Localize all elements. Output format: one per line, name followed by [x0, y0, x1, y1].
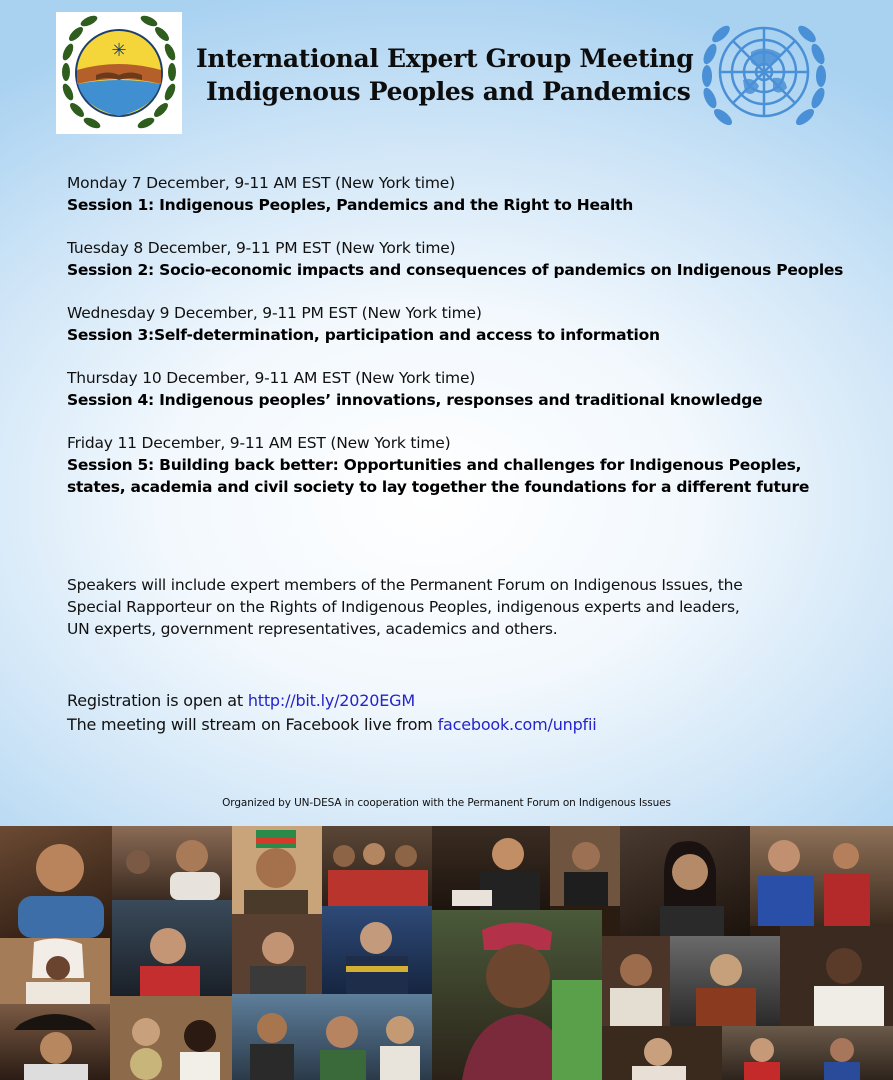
photo-tile	[110, 996, 232, 1080]
session-date: Tuesday 8 December, 9-11 PM EST (New York time)	[67, 239, 456, 257]
person-photo-icon	[780, 926, 893, 1026]
photo-tile	[0, 938, 110, 1004]
permanent-forum-emblem-icon	[56, 12, 182, 134]
photo-tile	[670, 936, 780, 1026]
person-photo-icon	[0, 1004, 110, 1080]
people-photo-icon	[322, 826, 432, 906]
registration-text: Registration is open at	[67, 691, 248, 710]
stream-text: The meeting will stream on Facebook live from	[67, 715, 438, 734]
stream-line	[67, 713, 847, 737]
speakers-paragraph	[67, 574, 847, 640]
photo-tile	[232, 994, 432, 1080]
session-date: Friday 11 December, 9-11 AM EST (New York time)	[67, 434, 451, 452]
title-line-1: International Expert Group Meeting	[196, 44, 694, 73]
photo-tile	[0, 1004, 110, 1080]
person-photo-icon	[432, 910, 602, 1080]
registration-link[interactable]: http://bit.ly/2020EGM	[247, 691, 415, 710]
session-title: Session 3:Self-determination, participation and access to information	[67, 326, 660, 344]
photo-tile	[432, 826, 550, 910]
person-photo-icon	[112, 826, 232, 900]
speakers-line: UN experts, government representatives, academics and others.	[67, 620, 558, 638]
session-1	[67, 172, 877, 216]
facebook-link[interactable]: facebook.com/unpfii	[437, 715, 597, 734]
photo-tile	[232, 826, 322, 914]
photo-tile	[232, 914, 322, 994]
permanent-forum-logo	[56, 12, 182, 134]
photo-tile	[722, 1026, 893, 1080]
people-photo-icon	[722, 1026, 893, 1080]
person-photo-icon	[322, 906, 432, 994]
person-photo-icon	[232, 826, 322, 914]
person-photo-icon	[670, 936, 780, 1026]
session-title: Session 2: Socio-economic impacts and consequences of pandemics on Indigenous Peoples	[67, 261, 844, 279]
photo-tile	[602, 936, 670, 1026]
person-photo-icon	[110, 996, 232, 1080]
person-photo-icon	[602, 1026, 722, 1080]
photo-tile	[750, 826, 893, 926]
speakers-line: Special Rapporteur on the Rights of Indigenous Peoples, indigenous experts and leaders,	[67, 598, 740, 616]
un-logo	[693, 14, 835, 136]
session-date: Thursday 10 December, 9-11 AM EST (New York time)	[67, 369, 476, 387]
registration-line	[67, 689, 847, 713]
session-list	[67, 172, 877, 519]
session-date: Monday 7 December, 9-11 AM EST (New York time)	[67, 174, 455, 192]
person-photo-icon	[432, 826, 550, 910]
meeting-title	[196, 42, 696, 108]
speakers-line: Speakers will include expert members of the Permanent Forum on Indigenous Issues, the	[67, 576, 743, 594]
photo-tile	[112, 826, 232, 900]
people-photo-icon	[232, 994, 432, 1080]
session-3	[67, 302, 877, 346]
organizer-credit: Organized by UN-DESA in cooperation with the Permanent Forum on Indigenous Issues	[222, 797, 671, 809]
session-2	[67, 237, 877, 281]
person-photo-icon	[112, 900, 232, 996]
person-photo-icon	[0, 826, 112, 938]
person-photo-icon	[550, 826, 620, 906]
people-photo-icon	[750, 826, 893, 926]
un-emblem-icon	[693, 14, 835, 136]
person-photo-icon	[0, 938, 110, 1004]
photo-tile	[322, 906, 432, 994]
person-photo-icon	[602, 936, 670, 1026]
photo-tile	[432, 910, 602, 1080]
person-photo-icon	[620, 826, 750, 936]
participants-photo-collage	[0, 826, 893, 1080]
title-line-2: Indigenous Peoples and Pandemics	[206, 77, 691, 106]
photo-tile	[322, 826, 432, 906]
session-4	[67, 367, 877, 411]
session-date: Wednesday 9 December, 9-11 PM EST (New York time)	[67, 304, 482, 322]
photo-tile	[620, 826, 750, 936]
session-5	[67, 432, 877, 498]
registration-info	[67, 689, 847, 737]
photo-tile	[112, 900, 232, 996]
photo-tile	[780, 926, 893, 1026]
person-photo-icon	[232, 914, 322, 994]
session-title: Session 4: Indigenous peoples’ innovations, responses and traditional knowledge	[67, 391, 763, 409]
photo-tile	[0, 826, 112, 938]
session-title-line-2: states, academia and civil society to lay together the foundations for a different future	[67, 478, 810, 496]
svg-text:✳: ✳	[111, 40, 127, 61]
session-title: Session 1: Indigenous Peoples, Pandemics and the Right to Health	[67, 196, 634, 214]
session-title-line-1: Session 5: Building back better: Opportunities and challenges for Indigenous Peoples,	[67, 456, 802, 474]
photo-tile	[550, 826, 620, 906]
photo-tile	[602, 1026, 722, 1080]
